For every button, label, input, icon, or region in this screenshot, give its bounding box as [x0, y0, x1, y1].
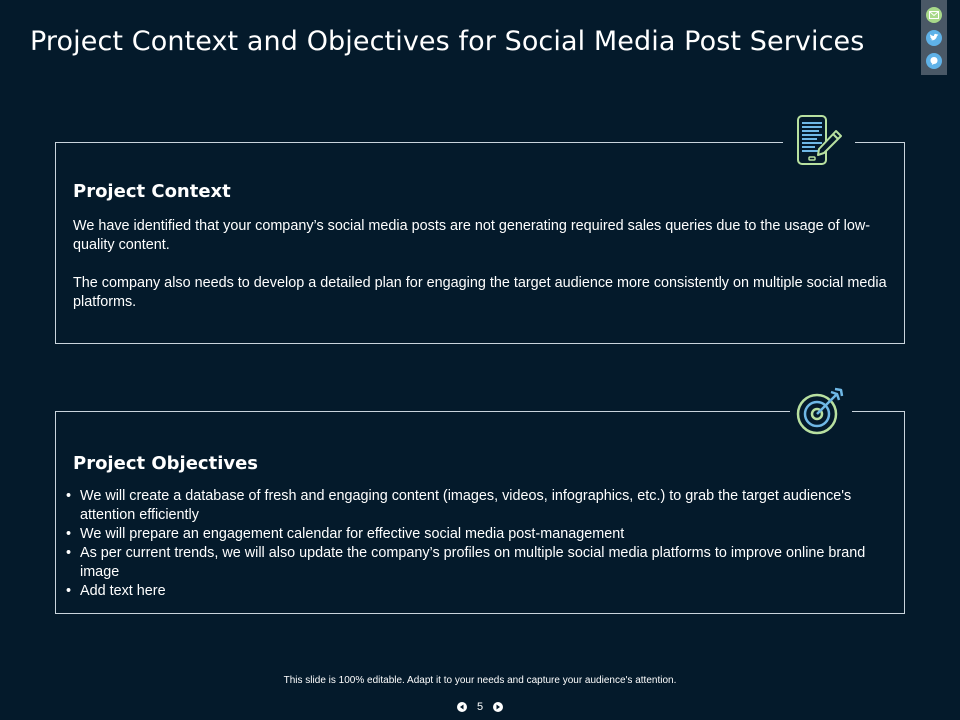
twitter-icon[interactable]: [926, 30, 942, 46]
page-number: 5: [476, 701, 484, 713]
objectives-list: [66, 487, 881, 601]
chat-icon[interactable]: [926, 53, 942, 69]
page-title: Project Context and Objectives for Social Media Post Services: [30, 26, 865, 57]
project-context-heading: Project Context: [73, 181, 231, 202]
list-item: • We will prepare an engagement calendar for effective social media post-management: [66, 525, 881, 544]
pagination: [0, 701, 960, 713]
project-objectives-heading: Project Objectives: [73, 453, 259, 474]
context-paragraph: We have identified that your company’s social media posts are not generating required sales queries due to the usage of low-quality content.: [73, 218, 871, 253]
email-icon[interactable]: [926, 7, 942, 23]
footer-note: This slide is 100% editable. Adapt it to your needs and capture your audience's attention.: [283, 675, 677, 686]
project-objectives-card: [55, 411, 905, 614]
mobile-edit-icon: [783, 110, 855, 172]
target-icon: [790, 384, 852, 438]
next-page-button[interactable]: [493, 702, 503, 712]
previous-page-button[interactable]: [457, 702, 467, 712]
list-item: • We will create a database of fresh and engaging content (images, videos, infographics, etc.) to grab the target audience's attention efficiently: [66, 487, 881, 525]
social-share-bar: [921, 0, 947, 75]
context-paragraph: The company also needs to develop a detailed plan for engaging the target audience more consistently on multiple social media platforms.: [73, 275, 887, 310]
list-item: • Add text here: [66, 582, 881, 601]
project-context-card: [55, 142, 905, 344]
list-item: • As per current trends, we will also update the company’s profiles on multiple social media platforms to improve online brand image: [66, 544, 881, 582]
